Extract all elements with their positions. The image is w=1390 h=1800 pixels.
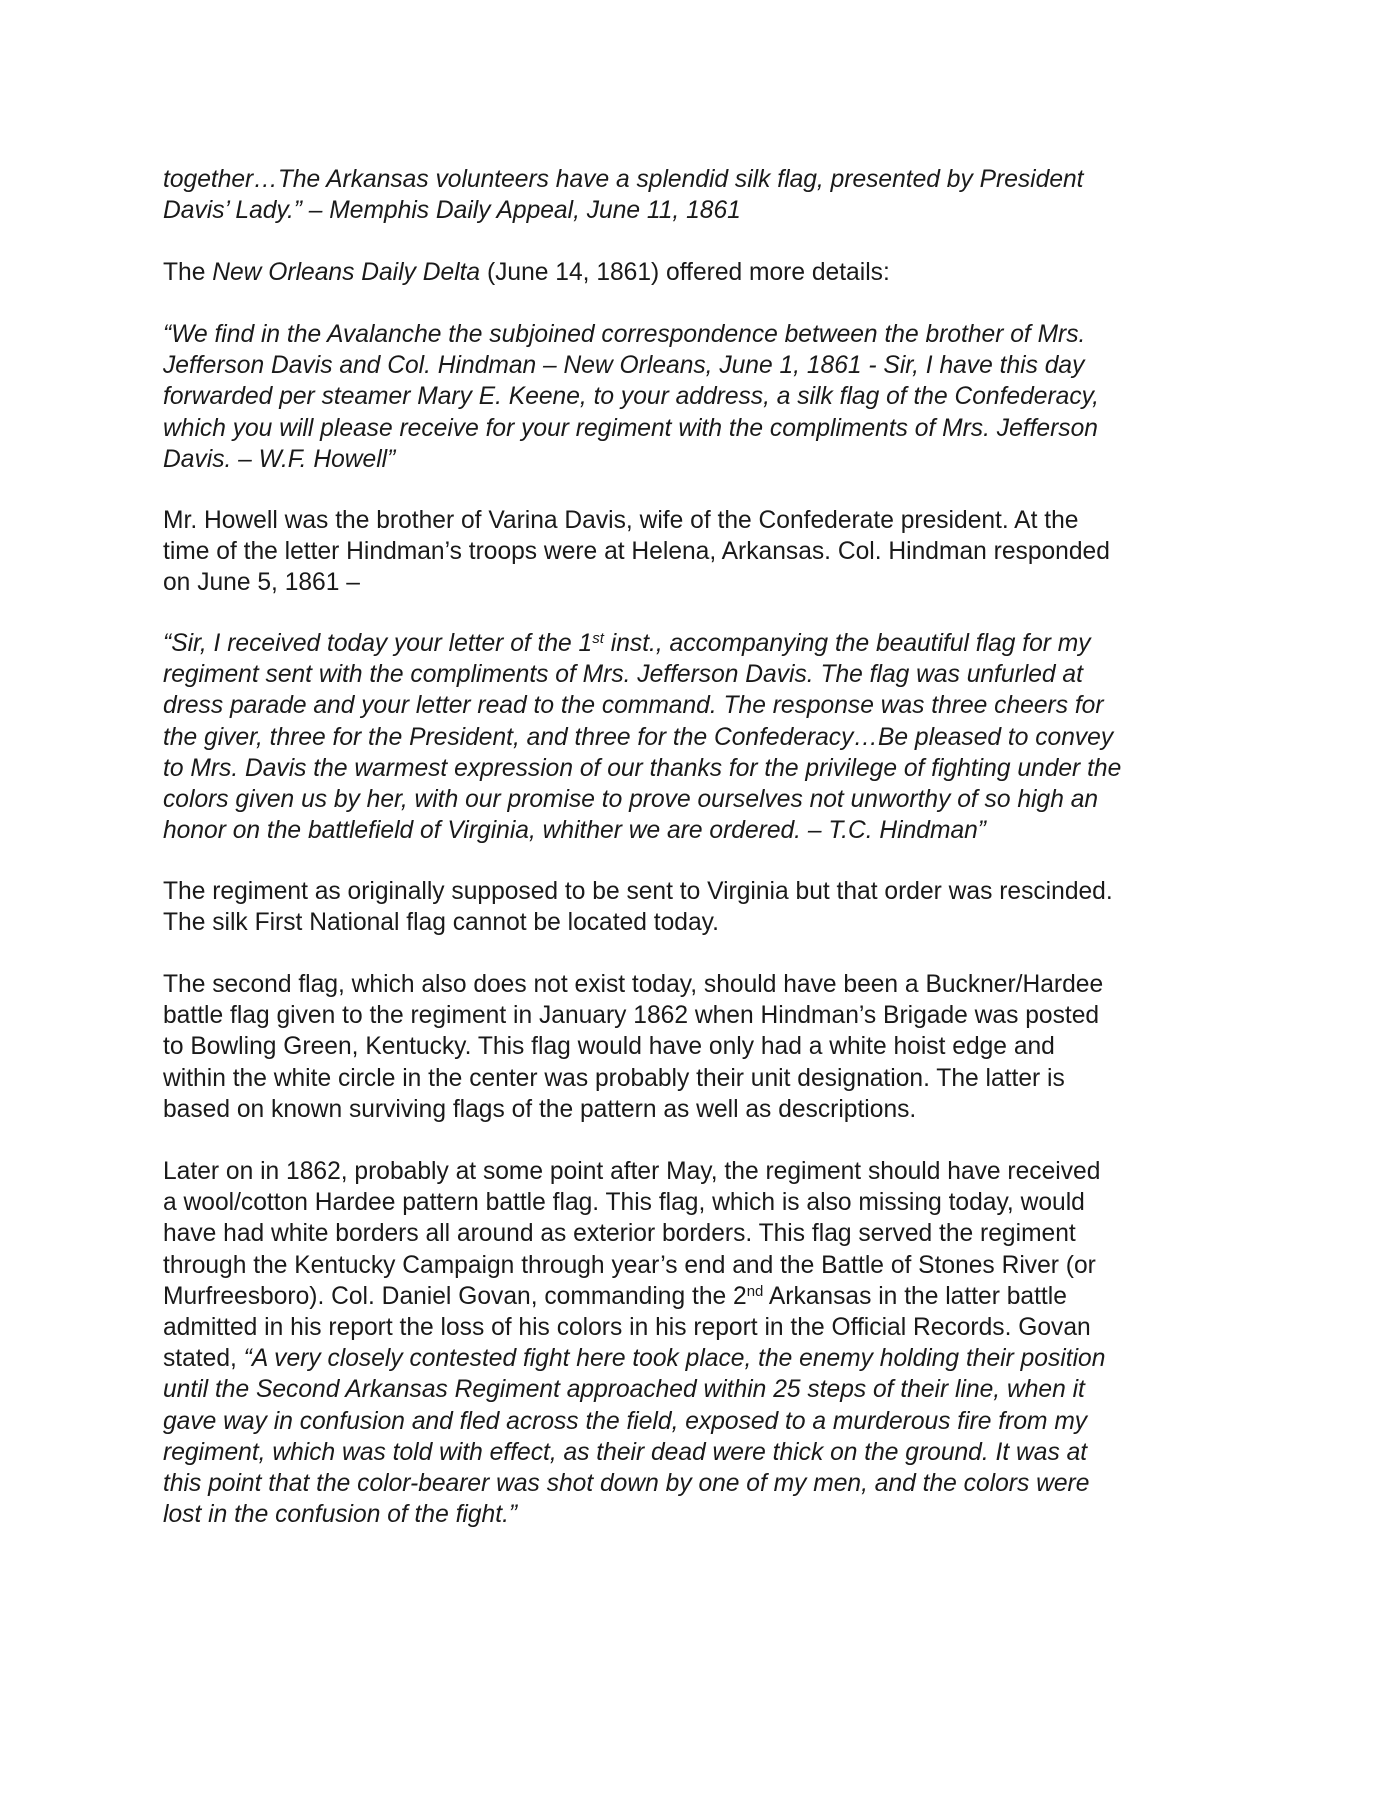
text-line: Jefferson Davis and Col. Hindman – New Orleans, June 1, 1861 - Sir, I have this day [163, 352, 1085, 380]
text-line: lost in the confusion of the fight.” [163, 1501, 518, 1529]
text-line: together…The Arkansas volunteers have a splendid silk flag, presented by President [163, 166, 1084, 193]
text-line [163, 257, 1243, 288]
text-run: (June 14, 1861) offered more details: [480, 259, 890, 286]
text-run: Murfreesboro). Col. Daniel Govan, commanding the 2 [163, 1282, 747, 1310]
text-line: regiment sent with the compliments of Mrs. Jefferson Davis. The flag was unfurled at [163, 661, 1083, 689]
paragraph-regiment-orders [163, 876, 1243, 938]
text-line: gave way in confusion and fled across the field, exposed to a murderous fire from my [163, 1407, 1088, 1435]
text-line: on June 5, 1861 – [163, 569, 360, 597]
paragraph-hardee-flag [163, 1156, 1243, 1530]
text-run: stated, [163, 1345, 244, 1373]
text-line: to Mrs. Davis the warmest expression of our thanks for the privilege of fighting under the [163, 754, 1122, 782]
paragraph-quote-hindman [163, 628, 1243, 846]
text-line: within the white circle in the center was probably their unit designation. The latter is [163, 1064, 1065, 1092]
text-line: have had white borders all around as exterior borders. This flag served the regiment [163, 1220, 1076, 1248]
text-line: Davis. – W.F. Howell” [163, 445, 396, 473]
text-run: inst., accompanying the beautiful flag for my [603, 630, 1091, 657]
superscript: st [592, 629, 604, 647]
text-line: colors given us by her, with our promise to prove ourselves not unworthy of so high an [163, 786, 1099, 814]
text-run: “Sir, I received today your letter of the 1 [163, 630, 593, 657]
text-line: forwarded per steamer Mary E. Keene, to your address, a silk flag of the Confederacy, [163, 383, 1099, 411]
text-line: time of the letter Hindman’s troops were at Helena, Arkansas. Col. Hindman responded [163, 538, 1110, 566]
text-line: Later on in 1862, probably at some point after May, the regiment should have received [163, 1158, 1101, 1185]
paragraph-quote-memphis [163, 164, 1243, 226]
text-line: The silk First National flag cannot be located today. [163, 909, 719, 937]
text-line [163, 628, 1243, 659]
text-line: the giver, three for the President, and three for the Confederacy…Be pleased to convey [163, 723, 1114, 751]
paragraph-howell-context [163, 505, 1243, 599]
paragraph-second-flag [163, 969, 1243, 1125]
text-line: admitted in his report the loss of his colors in his report in the Official Records. Govan [163, 1314, 1091, 1342]
paragraph-quote-howell [163, 319, 1243, 475]
text-line: through the Kentucky Campaign through year’s end and the Battle of Stones River (or [163, 1251, 1096, 1279]
text-line: dress parade and your letter read to the command. The response was three cheers for [163, 692, 1104, 720]
text-run: “A very closely contested fight here took place, the enemy holding their position [243, 1345, 1106, 1373]
text-line: this point that the color-bearer was shot down by one of my men, and the colors were [163, 1470, 1090, 1498]
text-line: “We find in the Avalanche the subjoined correspondence between the brother of Mrs. [163, 321, 1086, 348]
text-line: The regiment as originally supposed to be sent to Virginia but that order was rescinded. [163, 878, 1113, 905]
text-line: which you will please receive for your regiment with the compliments of Mrs. Jefferson [163, 414, 1098, 442]
text-line: Davis’ Lady.” – Memphis Daily Appeal, June 11, 1861 [163, 197, 741, 225]
text-line [163, 1343, 1243, 1374]
paragraph-new-orleans-intro [163, 257, 1243, 288]
superscript: nd [746, 1282, 764, 1300]
text-line: until the Second Arkansas Regiment approached within 25 steps of their line, when it [163, 1376, 1085, 1404]
text-line: to Bowling Green, Kentucky. This flag would have only had a white hoist edge and [163, 1033, 1055, 1061]
text-line: regiment, which was told with effect, as their dead were thick on the ground. It was at [163, 1438, 1088, 1466]
text-line: based on known surviving flags of the pattern as well as descriptions. [163, 1095, 917, 1123]
text-run: Arkansas in the latter battle [763, 1282, 1067, 1310]
text-run: The [163, 259, 213, 286]
text-line: Mr. Howell was the brother of Varina Davis, wife of the Confederate president. At the [163, 507, 1079, 534]
text-line: The second flag, which also does not exist today, should have been a Buckner/Hardee [163, 971, 1104, 998]
text-line [163, 1281, 1243, 1312]
newspaper-title: New Orleans Daily Delta [212, 259, 481, 286]
text-line: battle flag given to the regiment in January 1862 when Hindman’s Brigade was posted [163, 1002, 1100, 1030]
text-line: honor on the battlefield of Virginia, whither we are ordered. – T.C. Hindman” [163, 817, 986, 845]
text-line: a wool/cotton Hardee pattern battle flag. This flag, which is also missing today, would [163, 1189, 1085, 1217]
